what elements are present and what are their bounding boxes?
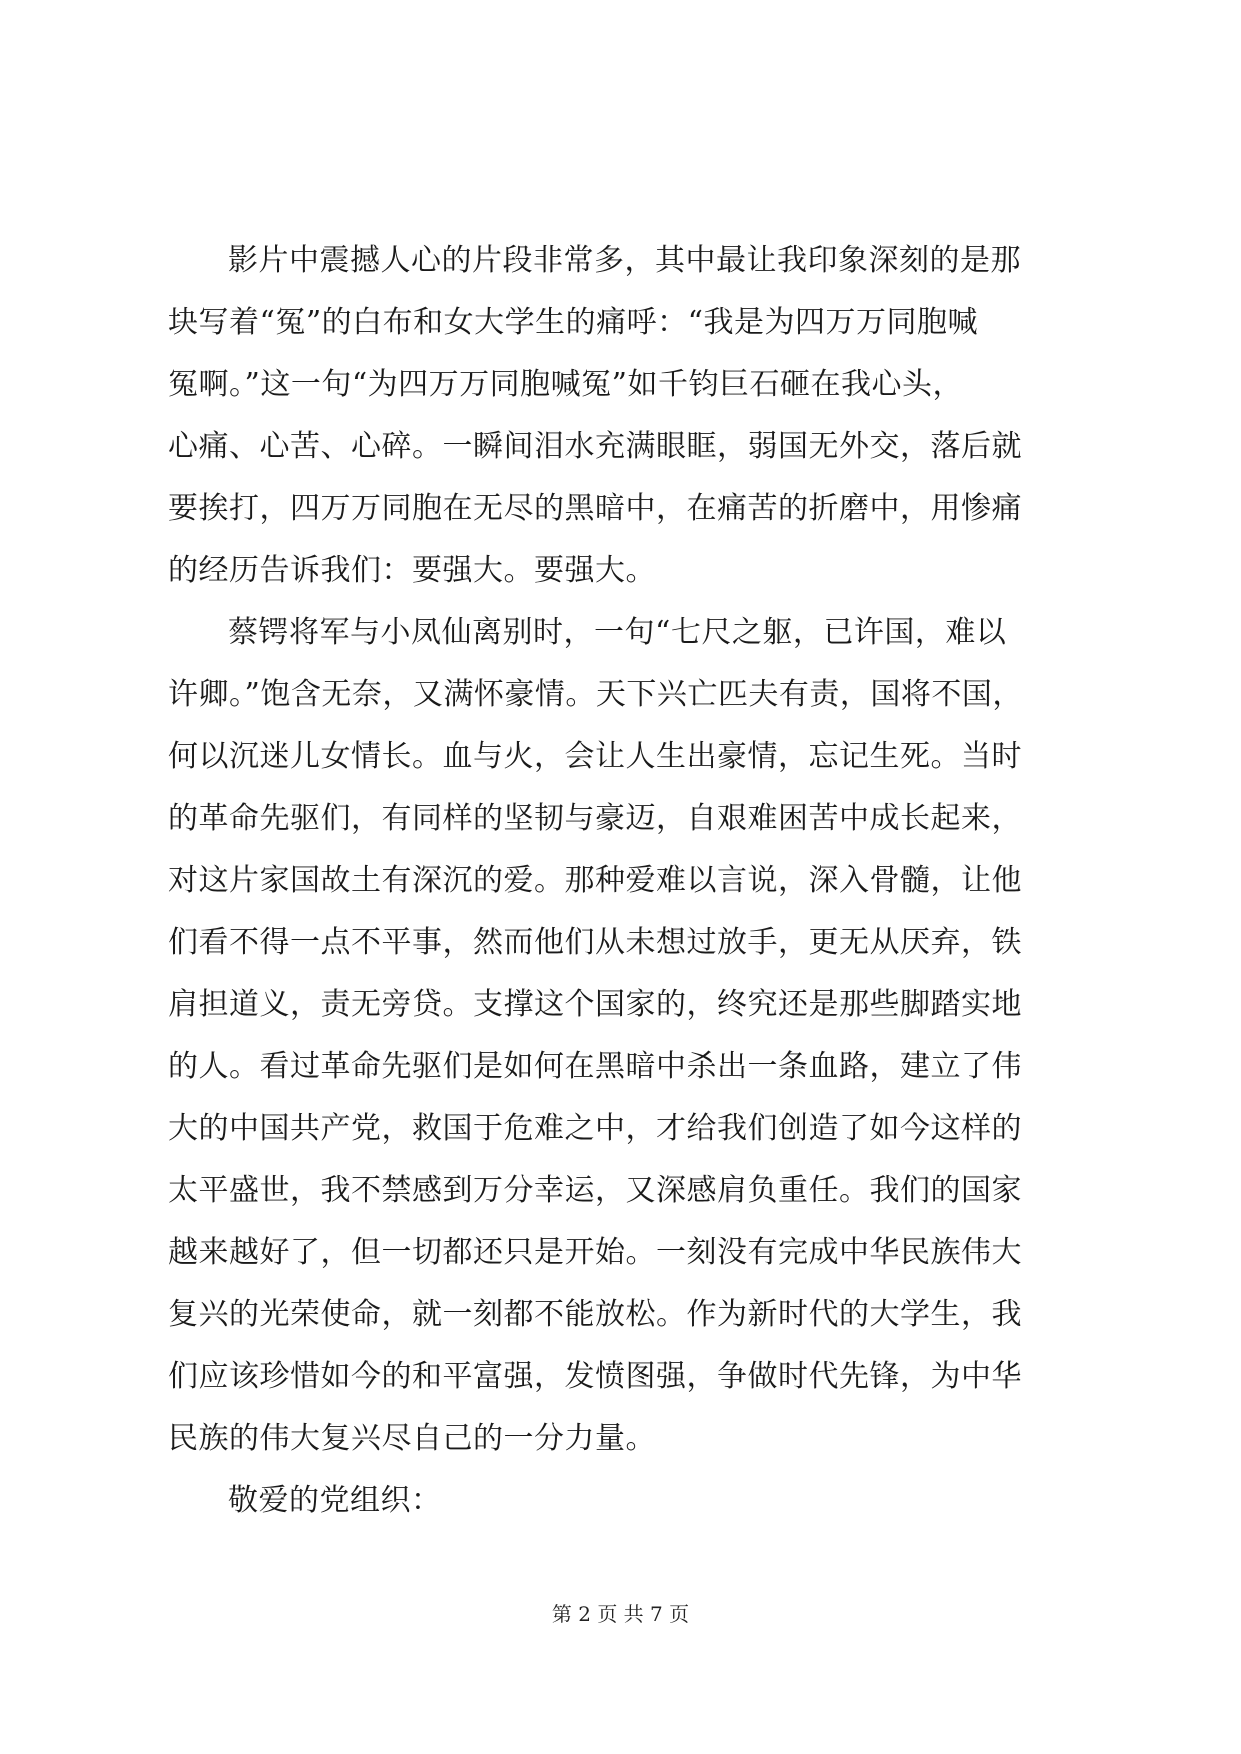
paragraph-2-line-4: 的革命先驱们，有同样的坚韧与豪迈，自艰难困苦中成长起来，: [168, 801, 1022, 836]
body-text: [168, 230, 1092, 1532]
paragraph-2-line-8: 的人。看过革命先驱们是如何在黑暗中杀出一条血路，建立了伟: [168, 1049, 1022, 1084]
paragraph-2-line-7: 肩担道义，责无旁贷。支撑这个国家的，终究还是那些脚踏实地: [168, 987, 1022, 1022]
paragraph-2-line-6: 们看不得一点不平事，然而他们从未想过放手，更无从厌弃，铁: [168, 925, 1022, 960]
paragraph-2-line-9: 大的中国共产党，救国于危难之中，才给我们创造了如今这样的: [168, 1111, 1022, 1146]
paragraph-2-line-10: 太平盛世，我不禁感到万分幸运，又深感肩负重任。我们的国家: [168, 1173, 1022, 1208]
paragraph-2-line-1: 蔡锷将军与小凤仙离别时，一句“七尺之躯，已许国，难以: [228, 615, 1007, 650]
paragraph-2-line-3: 何以沉迷儿女情长。血与火，会让人生出豪情，忘记生死。当时: [168, 739, 1022, 774]
paragraph-1-line-6: 的经历告诉我们：要强大。要强大。: [168, 553, 656, 588]
paragraph-2-line-11: 越来越好了，但一切都还只是开始。一刻没有完成中华民族伟大: [168, 1235, 1022, 1270]
paragraph-1-line-2: 块写着“冤”的白布和女大学生的痛呼：“我是为四万万同胞喊: [168, 305, 979, 340]
paragraph-1-line-1: 影片中震撼人心的片段非常多，其中最让我印象深刻的是那: [228, 243, 1021, 278]
paragraph-2-line-5: 对这片家国故土有深沉的爱。那种爱难以言说，深入骨髓，让他: [168, 863, 1022, 898]
page-number-footer: 第 2 页 共 7 页: [551, 1602, 690, 1626]
paragraph-1-line-3: 冤啊。”这一句“为四万万同胞喊冤”如千钧巨石砸在我心头，: [168, 367, 964, 402]
paragraph-2-line-2: 许卿。”饱含无奈，又满怀豪情。天下兴亡匹夫有责，国将不国，: [168, 677, 1023, 712]
paragraph-2-line-14: 民族的伟大复兴尽自己的一分力量。: [168, 1421, 656, 1456]
salutation-line: 敬爱的党组织：: [228, 1483, 442, 1518]
paragraph-1-line-5: 要挨打，四万万同胞在无尽的黑暗中，在痛苦的折磨中，用惨痛: [168, 491, 1022, 526]
paragraph-1-line-4: 心痛、心苦、心碎。一瞬间泪水充满眼眶，弱国无外交，落后就: [168, 429, 1022, 464]
paragraph-2-line-13: 们应该珍惜如今的和平富强，发愤图强，争做时代先锋，为中华: [168, 1359, 1022, 1394]
paragraph-2-line-12: 复兴的光荣使命，就一刻都不能放松。作为新时代的大学生，我: [168, 1297, 1022, 1332]
